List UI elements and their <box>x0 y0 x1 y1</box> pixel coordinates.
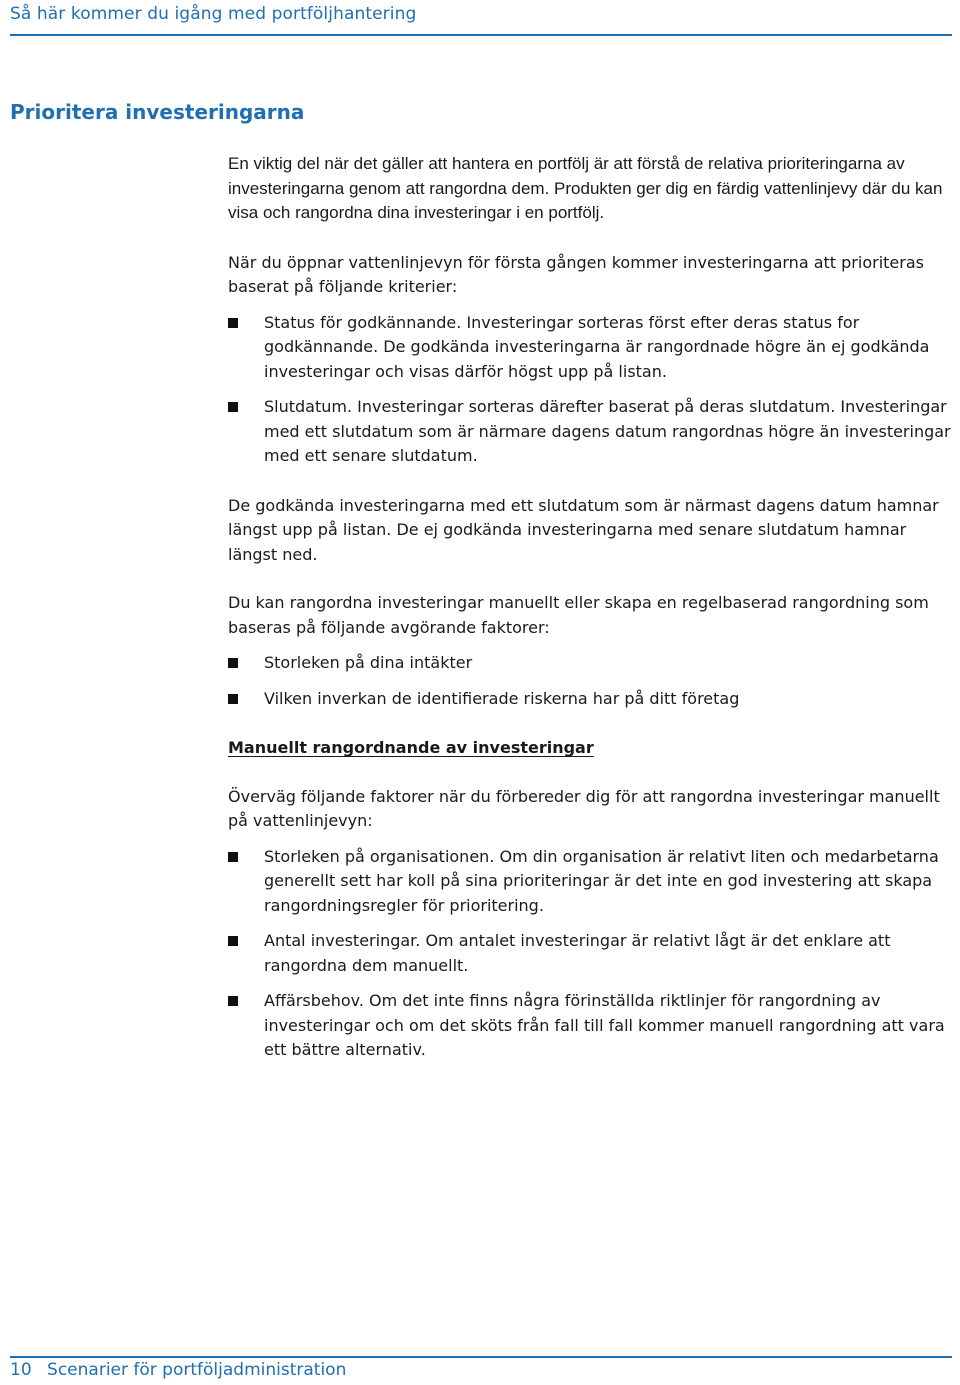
header-divider <box>10 34 952 36</box>
intro-paragraph: En viktig del när det gäller att hantera en portfölj är att förstå de relativa prioriteringarna av investeringarna genom att rangordna dem. Produkten ger dig en färdig vattenlinjevy där du kan visa och rangordna dina investeringar i en portfölj. <box>228 154 943 222</box>
running-header: Så här kommer du igång med portföljhantering <box>10 4 417 24</box>
manual-factors-list <box>228 845 954 1063</box>
list-item <box>228 311 954 385</box>
list-item <box>228 929 954 978</box>
footer-title: Scenarier för portföljadministration <box>47 1360 347 1380</box>
square-bullet-icon <box>228 694 238 704</box>
list-item-text: Status för godkännande. Investeringar sorteras först efter deras status for godkännande. De godkända investeringarna är rangordnade högre än ej godkända investeringar och visas därför högst upp på listan. <box>264 312 930 381</box>
section-title: Prioritera investeringarna <box>10 100 305 124</box>
criteria-intro-paragraph: När du öppnar vattenlinjevyn för första gången kommer investeringarna att prioriteras baserat på följande kriterier: <box>228 252 924 296</box>
square-bullet-icon <box>228 996 238 1006</box>
square-bullet-icon <box>228 936 238 946</box>
manual-ranking-heading: Manuellt rangordnande av investeringar <box>228 738 594 757</box>
page-footer <box>10 1360 346 1380</box>
factors-intro-paragraph: Du kan rangordna investeringar manuellt eller skapa en regelbaserad rangordning som baseras på följande avgörande faktorer: <box>228 593 929 637</box>
content-column <box>228 152 954 1063</box>
factors-list <box>228 651 954 711</box>
list-item <box>228 845 954 919</box>
criteria-list <box>228 311 954 469</box>
list-item-text: Storleken på dina intäkter <box>264 653 473 672</box>
list-item-text: Vilken inverkan de identifierade riskerna har på ditt företag <box>264 688 740 708</box>
list-item <box>228 989 954 1063</box>
square-bullet-icon <box>228 658 238 668</box>
list-item <box>228 651 954 676</box>
list-item-text: Affärsbehov. Om det inte finns några förinställda riktlinjer för rangordning av investeringar och om det sköts från fall till fall kommer manuell rangordning att vara ett bättre alternativ. <box>264 991 945 1059</box>
list-item-text: Antal investeringar. Om antalet investeringar är relativt lågt är det enklare att rangordna dem manuellt. <box>264 931 891 975</box>
square-bullet-icon <box>228 852 238 862</box>
footer-divider <box>10 1356 952 1358</box>
list-item-text: Slutdatum. Investeringar sorteras därefter baserat på deras slutdatum. Investeringar med ett slutdatum som är närmare dagens datum rangordnas högre än investeringar med ett senare slutdatum. <box>264 397 951 465</box>
manual-intro-paragraph: Överväg följande faktorer när du förbereder dig för att rangordna investeringar manuellt på vattenlinjevyn: <box>228 786 940 830</box>
list-item <box>228 395 954 469</box>
summary-paragraph: De godkända investeringarna med ett slutdatum som är närmast dagens datum hamnar längst upp på listan. De ej godkända investeringarna med senare slutdatum hamnar längst ned. <box>228 495 939 564</box>
square-bullet-icon <box>228 318 238 328</box>
square-bullet-icon <box>228 402 238 412</box>
list-item-text: Storleken på organisationen. Om din organisation är relativt liten och medarbetarna generellt sett har koll på sina prioriteringar är det inte en god investering att skapa rangordningsregler för prioritering. <box>264 846 939 915</box>
list-item <box>228 687 954 712</box>
page-number: 10 <box>10 1360 32 1380</box>
